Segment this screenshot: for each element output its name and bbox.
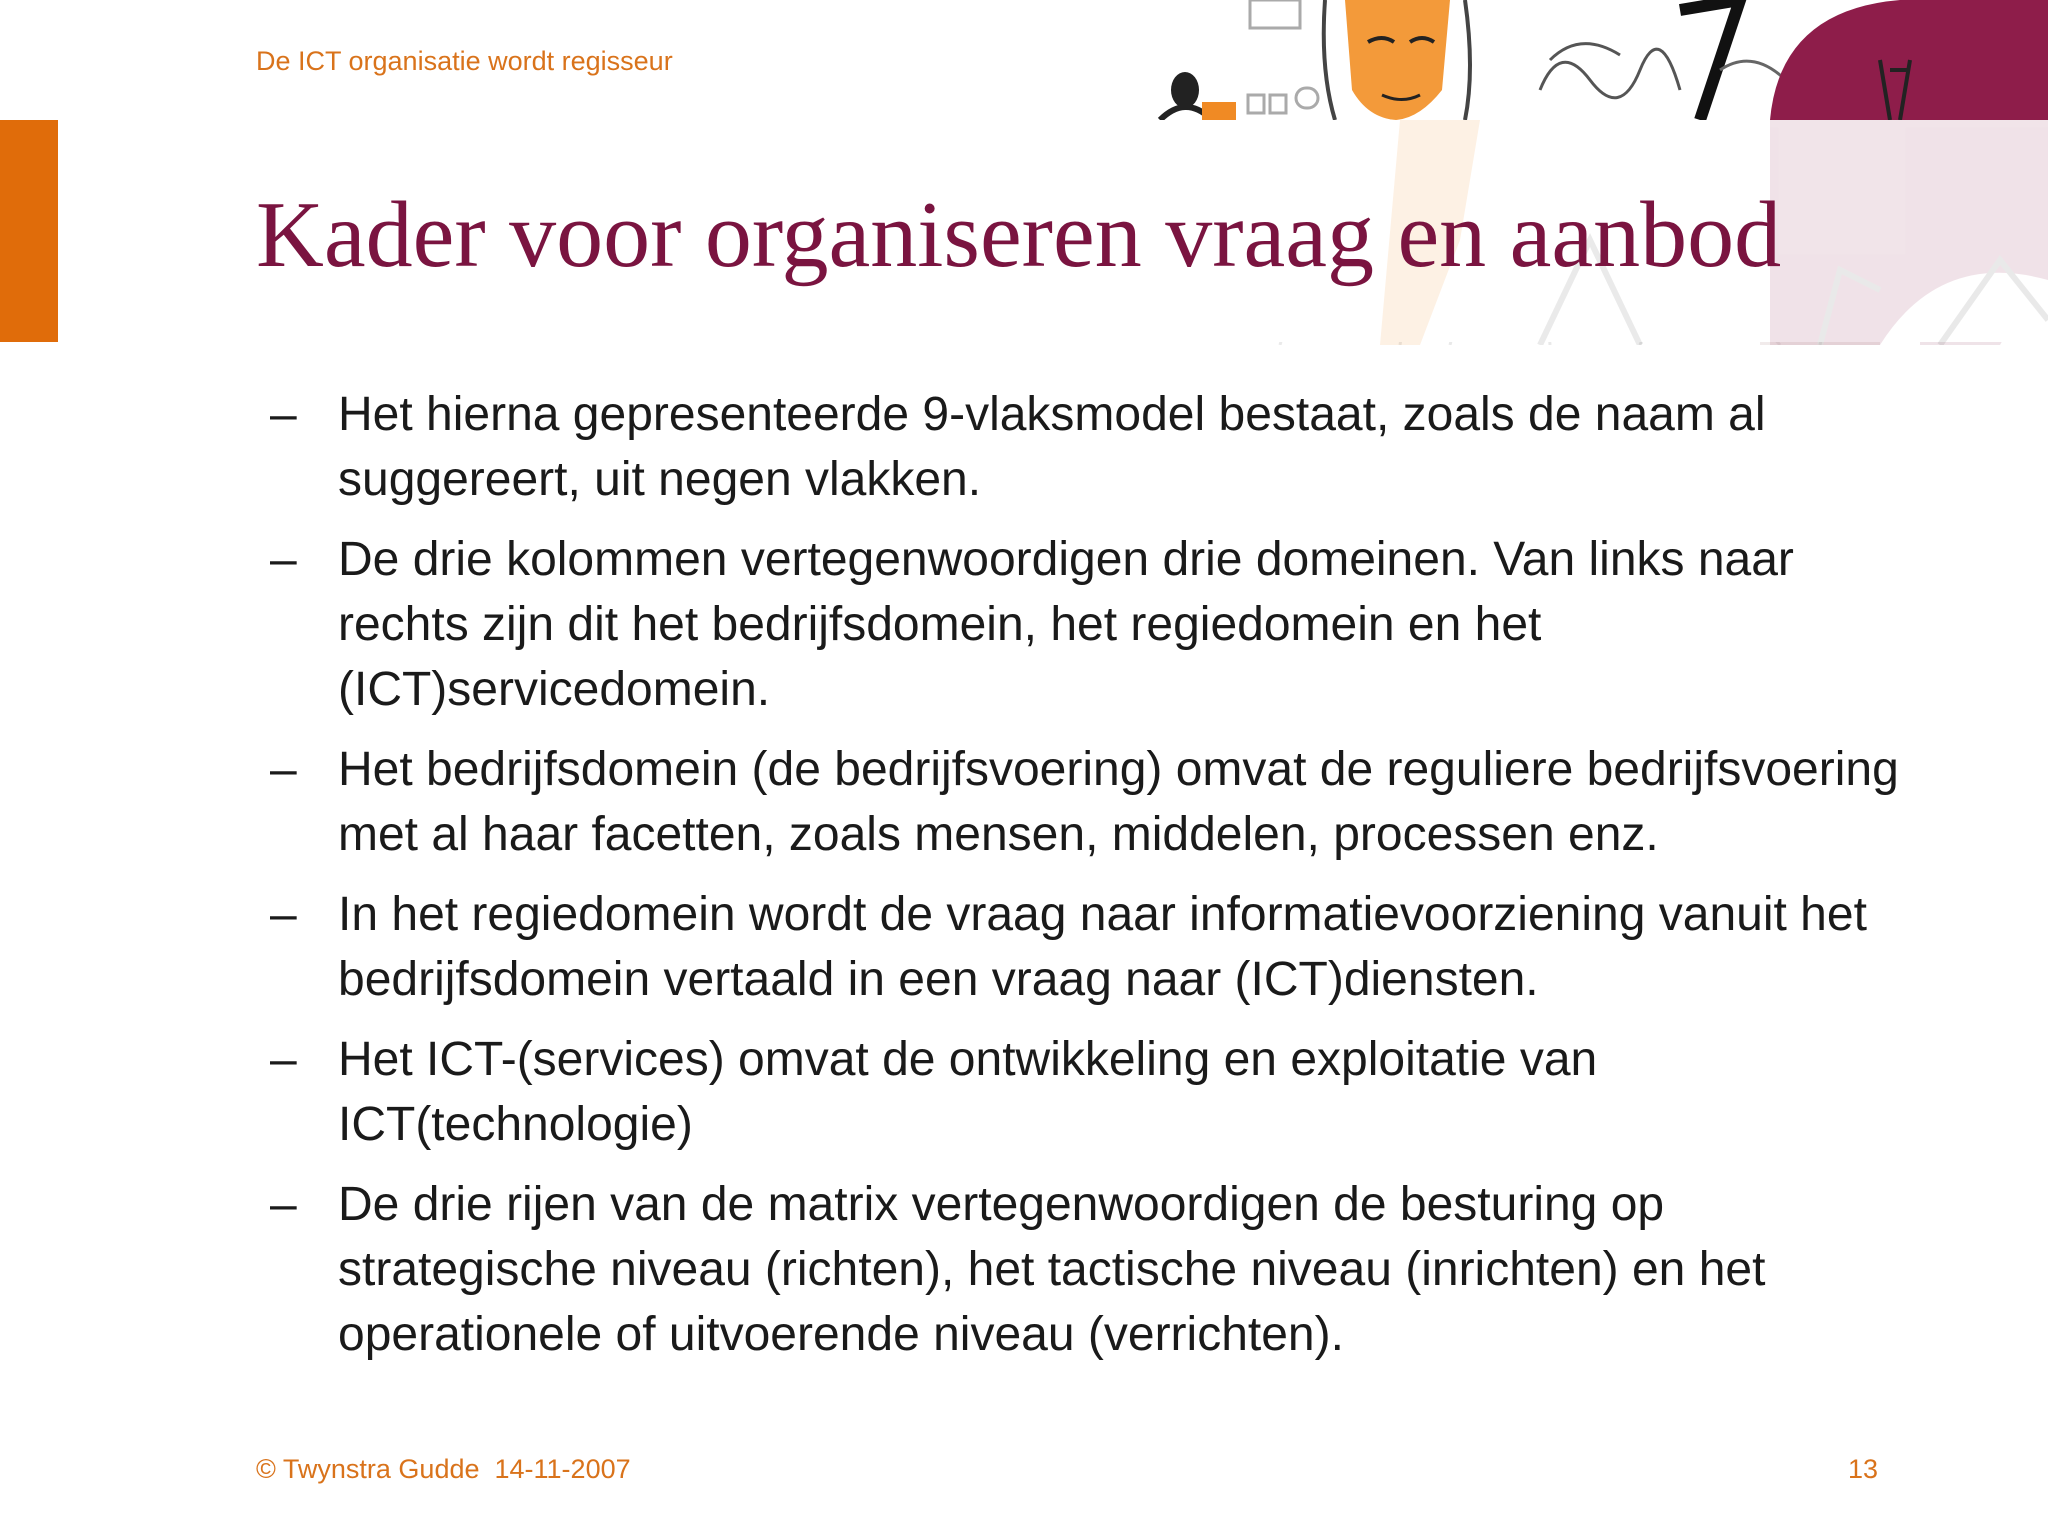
dash-bullet-icon: – — [270, 743, 297, 796]
dash-bullet-icon: – — [270, 388, 297, 441]
dash-bullet-icon: – — [270, 888, 297, 941]
section-label: De ICT organisatie wordt regisseur — [256, 46, 673, 76]
bullet-item — [270, 382, 1910, 512]
bullet-text: De drie kolommen vertegenwoordigen drie domeinen. Van links naar rechts zijn dit het bedrijfsdomein, het regiedomein en het (ICT)servicedomein. — [338, 533, 1794, 716]
dash-bullet-icon: – — [270, 533, 297, 586]
bullet-item — [270, 1172, 1910, 1367]
bullet-text: De drie rijen van de matrix vertegenwoordigen de besturing op strategische niveau (richten), het tactische niveau (inrichten) en het operationele of uitvoerende niveau (verrichten). — [338, 1178, 1766, 1361]
bullet-item — [270, 527, 1910, 722]
accent-bar — [0, 120, 58, 342]
bullet-item — [270, 882, 1910, 1012]
page-number: 13 — [1847, 1454, 1878, 1484]
bullet-text: Het hierna gepresenteerde 9-vlaksmodel bestaat, zoals de naam al suggereert, uit negen vlakken. — [338, 388, 1766, 506]
bullet-text: Het bedrijfsdomein (de bedrijfsvoering) omvat de reguliere bedrijfsvoering met al haar facetten, zoals mensen, middelen, processen enz. — [338, 743, 1899, 861]
bullet-text: In het regiedomein wordt de vraag naar informatievoorziening vanuit het bedrijfsdomein vertaald in een vraag naar (ICT)diensten. — [338, 888, 1867, 1006]
bullet-item — [270, 1027, 1910, 1157]
bullet-item — [270, 737, 1910, 867]
dash-bullet-icon: – — [270, 1033, 297, 1086]
bullet-text: Het ICT-(services) omvat de ontwikkeling en exploitatie van ICT(technologie) — [338, 1033, 1598, 1151]
slide-title: Kader voor organiseren vraag en aanbod — [256, 183, 1782, 287]
dash-bullet-icon: – — [270, 1178, 297, 1231]
footer-copyright: © Twynstra Gudde 14-11-2007 — [256, 1454, 631, 1484]
bullet-list — [270, 382, 1910, 1382]
